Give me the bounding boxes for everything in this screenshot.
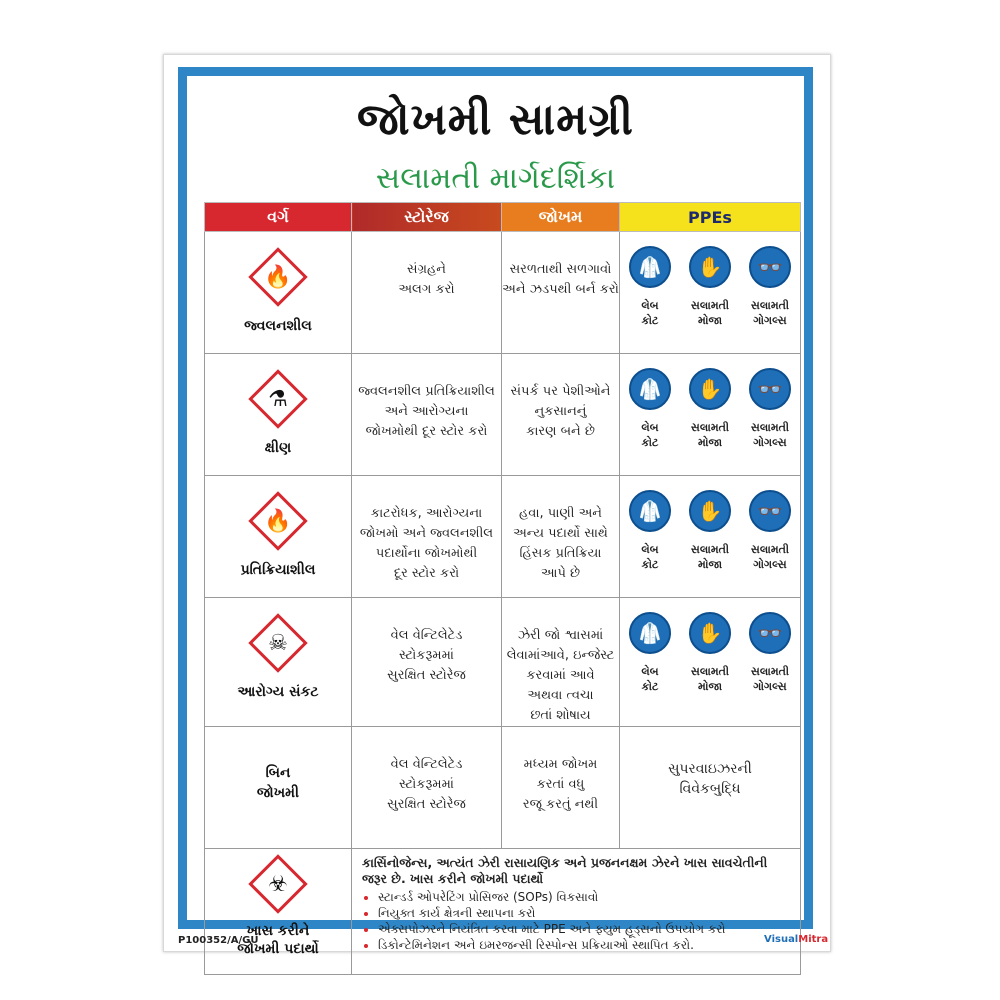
hazard-line: સંપર્ક પર પેશીઓને — [510, 384, 611, 399]
oxidizer-icon: 🔥 — [248, 491, 307, 550]
ppe-label: સલામતી — [690, 543, 730, 556]
ppe-group — [620, 232, 800, 328]
ppe-label: ગોગલ્સ — [753, 314, 787, 327]
storage-line: જોખમોથી દૂર સ્ટોર કરો — [365, 424, 488, 439]
ppe-label: કોટ — [641, 314, 659, 327]
hazard-line: નુકસાનનું — [534, 404, 587, 419]
ppe-label: સલામતી — [750, 665, 790, 678]
safety-gloves-icon: ✋ — [689, 246, 731, 288]
supervisor-text: સુપરવાઇઝરની — [668, 761, 752, 777]
storage-line: સુરક્ષિત સ્ટોરેજ — [387, 668, 466, 683]
poster-title: જોખમી સામગ્રી — [357, 94, 634, 145]
product-code: P100352/A/GU — [178, 935, 259, 946]
hazard-table — [204, 202, 801, 975]
ppe-item — [742, 490, 798, 572]
discretion-text: વિવેકબુદ્ધિ — [679, 781, 741, 797]
ppe-item — [742, 368, 798, 450]
storage-line: જ્વલનશીલ પ્રતિક્રિયાશીલ — [358, 384, 495, 399]
nonhazard-category-1: બિન — [265, 765, 291, 781]
safety-goggles-icon: 👓 — [749, 490, 791, 532]
nonhazard-storage-line: સુરક્ષિત સ્ટોરેજ — [387, 797, 466, 812]
safety-goggles-icon: 👓 — [749, 612, 791, 654]
storage-line: દૂર સ્ટોર કરો — [393, 566, 460, 581]
special-bullet: • ડિકોન્ટેમિનેશન અને ઇમરજન્સી રિસ્પોન્સ પ્રક્રિયાઓ સ્થાપિત કરો. — [378, 937, 792, 953]
nonhazard-category-2: જોખમી — [256, 785, 300, 801]
ppe-label: મોજા — [697, 436, 723, 449]
ppe-label: કોટ — [641, 558, 659, 571]
storage-line: સ્ટોકરૂમમાં — [399, 648, 454, 663]
ppe-item — [622, 368, 678, 450]
safety-goggles-icon: 👓 — [749, 368, 791, 410]
hazard-line: અથવા ત્વચા — [527, 688, 594, 703]
special-bullet: • એક્સપોઝરને નિયંત્રિત કરવા માટે PPE અને ફ્યુમ હૂડ્સનો ઉપયોગ કરો — [378, 921, 792, 937]
ppe-label: સલામતી — [690, 421, 730, 434]
special-category-2: જોખમી પદાર્થો — [237, 941, 319, 957]
storage-line: પદાર્થોના જોખમોથી — [375, 546, 478, 561]
brand-part-b: Mitra — [798, 934, 829, 945]
special-bullet: • સ્ટાન્ડર્ડ ઓપરેટિંગ પ્રોસિજર (SOPs) વિકસાવો — [378, 889, 792, 905]
poster-subtitle: સલામતી માર્ગદર્શિકા — [375, 161, 616, 196]
category-label: ક્ષીણ — [264, 440, 292, 456]
ppe-item — [622, 490, 678, 572]
brand-part-a: Visual — [764, 934, 799, 945]
ppe-label: ગોગલ્સ — [753, 680, 787, 693]
safety-gloves-icon: ✋ — [689, 368, 731, 410]
ppe-label: કોટ — [641, 436, 659, 449]
category-label: આરોગ્ય સંકટ — [237, 684, 319, 700]
ppe-label: લેબ — [641, 665, 659, 678]
hazard-line: કરવામાં આવે — [526, 668, 595, 683]
nonhazard-storage-line: સ્ટોકરૂમમાં — [399, 777, 454, 792]
safety-gloves-icon: ✋ — [689, 490, 731, 532]
flammable-icon: 🔥 — [248, 247, 307, 306]
ppe-group — [620, 476, 800, 572]
ppe-item — [622, 612, 678, 694]
health-hazard-icon: ☣ — [248, 854, 307, 913]
corrosive-icon: ⚗ — [248, 369, 307, 428]
hazard-line: ઝેરી જો શ્વાસમાં — [517, 628, 604, 643]
ppe-label: મોજા — [697, 680, 723, 693]
hazard-line: છતાં શોષાય — [530, 708, 591, 723]
ppe-label: સલામતી — [750, 543, 790, 556]
special-category-1: ખાસ કરીને — [246, 923, 310, 939]
header-hazard: જોખમ — [502, 203, 620, 232]
ppe-label: લેબ — [641, 543, 659, 556]
storage-line: કાટરોધક, આરોગ્યના — [370, 506, 483, 521]
ppe-item — [682, 368, 738, 450]
storage-line: અને આરોગ્યના — [384, 404, 469, 419]
storage-line: જોખમો અને જ્વલનશીલ — [359, 526, 494, 541]
header-category: વર્ગ — [205, 203, 352, 232]
ppe-label: ગોગલ્સ — [753, 436, 787, 449]
ppe-label: સલામતી — [690, 299, 730, 312]
nonhazard-hazard-line: મધ્યમ જોખમ — [523, 757, 598, 772]
ppe-item — [682, 246, 738, 328]
hazard-line: આપે છે — [540, 566, 581, 581]
category-label: પ્રતિક્રિયાશીલ — [240, 562, 316, 578]
ppe-label: લેબ — [641, 421, 659, 434]
ppe-label: સલામતી — [750, 421, 790, 434]
storage-line: સંગ્રહને — [407, 262, 446, 277]
storage-line: અલગ કરો — [398, 282, 455, 297]
special-intro: કાર્સિનોજેન્સ, અત્યંત ઝેરી રાસાયણિક અને પ્રજનનક્ષમ ઝેરને ખાસ સાવચેતીની જરૂર છે. ખાસ કરીને જોખમી પદાર્થો — [362, 855, 768, 886]
hazard-line: હવા, પાણી અને — [518, 506, 602, 521]
toxic-icon: ☠ — [248, 613, 307, 672]
hazard-line: સરળતાથી સળગાવો — [509, 262, 612, 277]
ppe-label: કોટ — [641, 680, 659, 693]
lab-coat-icon: 🥼 — [629, 368, 671, 410]
ppe-item — [622, 246, 678, 328]
ppe-label: ગોગલ્સ — [753, 558, 787, 571]
safety-goggles-icon: 👓 — [749, 246, 791, 288]
ppe-label: સલામતી — [690, 665, 730, 678]
lab-coat-icon: 🥼 — [629, 246, 671, 288]
hazard-line: હિંસક પ્રતિક્રિયા — [519, 546, 602, 561]
ppe-label: મોજા — [697, 314, 723, 327]
hazard-line: લેવામાંઆવે, ઇન્જેસ્ટ — [506, 648, 615, 663]
ppe-item — [742, 612, 798, 694]
category-label: જ્વલનશીલ — [244, 318, 312, 334]
ppe-group — [620, 354, 800, 450]
ppe-item — [682, 490, 738, 572]
brand-logo — [764, 934, 828, 945]
hazard-line: અન્ય પદાર્થો સાથે — [513, 526, 608, 541]
nonhazard-hazard-line: કરતાં વધુ — [536, 777, 585, 792]
hazard-line: કારણ બને છે — [526, 424, 595, 439]
ppe-item — [742, 246, 798, 328]
special-bullet: • નિયુક્ત કાર્ય ક્ષેત્રની સ્થાપના કરો — [378, 905, 792, 921]
header-ppes: PPEs — [620, 203, 801, 232]
ppe-label: મોજા — [697, 558, 723, 571]
lab-coat-icon: 🥼 — [629, 490, 671, 532]
nonhazard-hazard-line: રજૂ કરતું નથી — [522, 797, 599, 812]
lab-coat-icon: 🥼 — [629, 612, 671, 654]
nonhazard-storage-line: વેલ વેન્ટિલેટેડ — [390, 757, 463, 772]
hazard-line: અને ઝડપથી બર્ન કરો — [502, 282, 619, 297]
ppe-group — [620, 598, 800, 694]
safety-gloves-icon: ✋ — [689, 612, 731, 654]
header-storage: સ્ટોરેજ — [352, 203, 502, 232]
ppe-item — [682, 612, 738, 694]
ppe-label: સલામતી — [750, 299, 790, 312]
ppe-label: લેબ — [641, 299, 659, 312]
storage-line: વેલ વેન્ટિલેટેડ — [390, 628, 463, 643]
